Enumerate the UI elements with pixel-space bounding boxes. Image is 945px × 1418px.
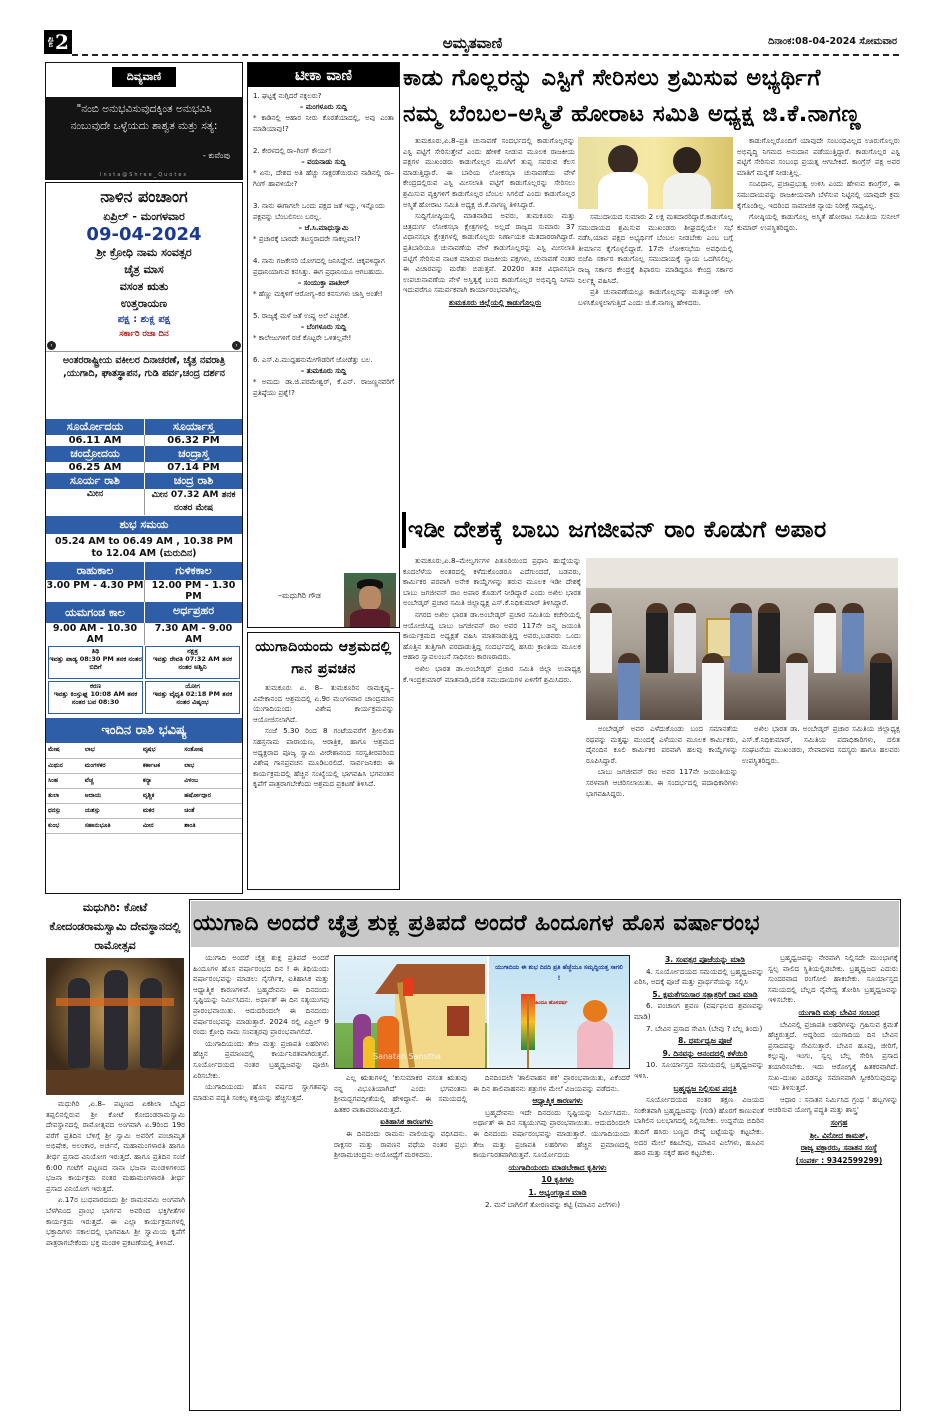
rashi-row [46, 788, 242, 803]
article2-photo [586, 558, 898, 720]
yama-time: 9.00 AM - 10.30 AM [52, 623, 138, 645]
paragraph: ಯುಗಾದಿ ಮತ್ತು ಬೇವಿನ ಸಂಬಂಧ [798, 1007, 880, 1017]
divyavani-box [45, 62, 243, 180]
yugadi-col3 [473, 1073, 630, 1407]
ritu: ವಸಂತ ಋತು [119, 280, 169, 293]
rashi-prediction: ವೆಚ್ಚ [83, 773, 141, 788]
quote-text: "ನಂಬಿ ಅನುಭವಿಸುವುದಕ್ಕಿಂತ ಅನುಭವಿಸಿ ನಂಬುವುದೇ ಒಳ್ಳೆಯದು ಶಾಶ್ವತ ಮತ್ತು ಸತ್ಯ: [70, 103, 218, 132]
paragraph: ಏ.17ರ ಬುಧವಾರದಂದು ಶ್ರೀ ರಾಮನವಮಿ ಅಂಗವಾಗಿ ಬೆಳಗಿನಿಂದ ಪ್ರಾಂಭ ಭಾರ್ಗವ ಅವರಿಂದ ಭಕ್ತಿಗೀತೆಗಳ ಕಾರ್ಯಕ್ರಮ ಇರುತ್ತದೆ. ಈ ಎಲ್ಲಾ ಕಾರ್ಯಕ್ರಮಗಳಲ್ಲಿ ಭಕ್ತಾದಿಗಳು ಸಕಾಲದಲ್ಲಿ ಭಾಗವಹಿಸಿ ಶ್ರೀ ಸ್ವಾಮಿಯ ಕೃಪೆಗೆ ಪಾತ್ರರಾಗಬೇಕೆಂದು ಭಕ್ತ ಮಂಡಳಿ ಪ್ರಕಟಣೆಯಲ್ಲಿ ತಿಳಿಸಿದೆ. [46, 1195, 185, 1247]
yama-label: ಯಮಗಂಡ ಕಾಲ [46, 602, 144, 623]
paragraph: ಯುಗಾದಿಯಂದು ಹೊಸ ವರ್ಷದ ಸ್ವಾಗತವನ್ನು ಮಾಡುವ ಪದ್ಧತಿ ಸಂಕಲ್ಪ ಶಕ್ತಿಯನ್ನು ಹೆಚ್ಚಿಸುತ್ತದೆ. [193, 1082, 329, 1102]
person-figure [730, 603, 752, 673]
person-figure [590, 603, 612, 673]
rashi-sign: ಧನಸ್ಸು [46, 803, 83, 818]
tika-quote: 4. ನಾನು ಗಜಕೇಸರಿ ಯೋಗದಲ್ಲಿ ಜನಿಸಿದ್ದೇನೆ. ಚಿಕ್ಕವಳಿದ್ದಾಗ ಪ್ರಧಾನಿಯಾಗುವ ಕನಸಿತ್ತು. ಈಗ ಪ್ರಧಾನಿಯೂ ಆಗಬಹುದು. [253, 257, 385, 276]
rashi-prediction: ವಿಳಂಬ [182, 773, 242, 788]
rahu-label: ರಾಹುಕಾಲ [46, 562, 144, 580]
paragraph: ಅಂಬೇಡ್ಕರ್ ಅವರ ಎಳೆದುಕೊಂಡು ಬಂದ ಸಮಾನತೆಯ ರಥವನ್ನು ಮತ್ತಷ್ಟು ಮುಂದಕ್ಕೆ ಎಳೆಯುವ ಮೂಲಕ ಕಾರ್ಮಿಕರು, ದೈನಂದಿನ ಕೂಲಿ ಕಾರ್ಮಿಕರ ಪರವಾಗಿ ಹಲವು ಕಾಯ್ದೆಗಳನ್ನು ರೂಪಿಸಿದ್ದಾರೆ. [586, 724, 738, 765]
next-arrow-icon[interactable]: › [232, 341, 241, 350]
tika-comment: * ಕಾಲೇಜುಗಳಿಗೆ ರಜೆ ಕೊಟ್ಟರೇ ಒಳಿತಲ್ಲವೇ! [253, 334, 352, 342]
rashi-sign: ಮೀನ [141, 818, 182, 833]
yoga: ಇವತ್ತು ವೈಧೃತಿ 02:18 PM ತನಕ ನಂತರ ವಿಷ್ಕಂಭ [152, 690, 233, 706]
tika-item [253, 256, 394, 300]
paragraph: 10 ಕೃತಿಗಳು [541, 1175, 574, 1185]
tika-title: ಟೀಕಾ ವಾಣಿ [248, 63, 399, 87]
paragraph: ಸುದ್ದಿಗೋಷ್ಠಿಯಲ್ಲಿ ಮಾತನಾಡಿದ ಅವರು, ತುಮಕೂರು ಮತ್ತು ಚಿತ್ರದುರ್ಗ ಲೋಕಸಭಾ ಕ್ಷೇತ್ರಗಳಲ್ಲಿ ಅಲ್ಲದೆ ರಾಜ್ಯದ ಸುಮಾರು 37 ವಿಧಾನಸಭಾ ಕ್ಷೇತ್ರಗಳಲ್ಲಿ ಕಾಡುಗೊಲ್ಲರು ನಿರ್ಣಾಯಕ ಮತದಾರರಾಗಿದ್ದಾರೆ. ಪ್ರತಿಬಾರಿಯೂ ಚುನಾವಣೆಯ ವೇಳೆ ಕಾಡುಗೊಲ್ಲರನ್ನು ಎಸ್ಟಿ ಮೀಸಲಾತಿ ಪಟ್ಟಿಗೆ ಸೇರಿಸುವ ನಾಟಕ ಮಾಡುವ ರಾಜಕೀಯ ಪಕ್ಷಗಳು, ಚುನಾವಣೆ ನಂತರ ಈ ವಿಚಾರವನ್ನು ಮರೆತು ಬಿಡುತ್ತವೆ. 2020ರ ತನಕ ವಿಧಾನಸಭಾ ಉಪಚುನಾವಣೆಯ ವೇಳೆ ಅಸ್ತಿತ್ವಕ್ಕೆ ಬಂದ ಕಾಡುಗೊಲ್ಲರ ಅಭಿವೃದ್ಧಿ ನಿಗಮ ಇದುವರೆಗೂ ಸಮರ್ಪಕವಾಗಿ ಕಾರ್ಯಾರಂಭವಾಗಿಲ್ಲ. [403, 211, 575, 295]
nakshatra: ಇವತ್ತು ರೇವತಿ 07:32 AM ತನಕ ನಂತರ ಅಶ್ವಿನಿ [153, 655, 232, 671]
rashi-sign: ವೃಷಭ [141, 743, 182, 758]
tika-source: – ಬೆಂಗಳೂರು ಸುದ್ದಿ [300, 323, 347, 331]
paragraph: ಕಾಡುಗೊಲ್ಲರೊಂದಿಗೆ ಯಾವುದೇ ಸಂಬಂಧವಿಲ್ಲದ ಊರುಗೊಲ್ಲರು ಅಭಿವೃದ್ಧಿ ನಿಗಮದ ಅನುದಾನ ಪಡೆಯುತ್ತಿದ್ದಾರೆ. ಕಾಡುಗೊಲ್ಲರ ಎಸ್ಟಿ ಪಟ್ಟಿಗೆ ಸೇರಿಸುವ ಸಂಬಂಧ ಪ್ರಯತ್ನ ಆಗಬೇಕಿದೆ. ಕಾಂಗ್ರೆಸ್ ಪಕ್ಷ ಅವರ ಮಾತಿಗೆ ಮನ್ನಣೆ ನೀಡುತ್ತಿಲ್ಲ. [737, 136, 900, 177]
ashrama-article [247, 632, 400, 890]
shubha-label: ಶುಭ ಸಮಯ [46, 516, 242, 534]
paragraph: ನಗರದ ಅಖಿಲ ಭಾರತ ಡಾ.ಅಂಬೇಡ್ಕರ್ ಪ್ರಚಾರ ಸಮಿತಿಯ ಕಚೇರಿಯಲ್ಲಿ ಆಯೋಜಿಸಿದ್ದ ಬಾಬು ಜಗಜೀವನ್ ರಾಂ ಅವರ 117ನೇ ಜನ್ಮ ಜಯಂತಿ ಕಾರ್ಯಕ್ರಮದ ಅಧ್ಯಕ್ಷತೆ ವಹಿಸಿ ಮಾತನಾಡುತ್ತಿದ್ದ ಅವರು,ಬಡವರು ಒಂದು ಹೊತ್ತಿನ ತುತ್ತಿಗಾಗಿ ಪರದಾಡುತ್ತಿದ್ದ ಸಂದರ್ಭದಲ್ಲಿ ಹಸಿರು ಕ್ರಾಂತಿಯ ಮೂಲಕ ಆಹಾರ ಸ್ವಾವಲಂಬನೆ ಸಾಧಿಸಲು ಕಾರಣರಾದರು. [403, 609, 581, 662]
nakshatra-label: ನಕ್ಷತ್ರ [187, 647, 198, 655]
article1-headline-line1: ಕಾಡು ಗೊಲ್ಲರನ್ನು ಎಸ್ಟಿಗೆ ಸೇರಿಸಲು ಶ್ರಮಿಸುವ ಅಭ್ಯರ್ಥಿಗೆ [403, 65, 821, 91]
tika-source: – ಸಂಯುಕ್ತಾ ಪಾಟೀಲ್ [297, 279, 350, 287]
divyavani-title: ದಿವ್ಯವಾಣಿ [112, 67, 176, 87]
rashi-prediction: ಸಂತೋಷ [182, 743, 242, 758]
yoga-cell [145, 681, 240, 714]
yoga-label: ಯೋಗ [185, 682, 200, 690]
yugadi-col5 [768, 953, 898, 1407]
rashi-prediction: ಶಾಂತಿ [182, 818, 242, 833]
yugadi-col4 [634, 953, 764, 1407]
article2-col3 [742, 724, 900, 892]
paragraph: ಅಖಿಲ ಭಾರತ ಡಾ. ಅಂಬೇಡ್ಕರ್ ಪ್ರಚಾರ ಸಮಿತಿಯ ಜಿಲ್ಲಾಧ್ಯಕ್ಷ ಎಸ್.ಕೆ.ನಿಧಿಕುಮಾರ್, ಸಮಿತಿಯ ಪದಾಧಿಕಾರಿಗಳು, ದಲಿತ ಸಂಘಟನೆಯ ಮುಖಂಡರು, ಸೇವಾದಳದ ಸದಸ್ಯರು ಹಾಗೂ ಹಲವರು ಉಪಸ್ಥಿತರಿದ್ದರು. [742, 724, 900, 765]
tika-quote: 2. ಕೇರಳದಲ್ಲಿ ರಾ–ಗಿಂಗ್ ಕೌರ್ಯ! [253, 147, 332, 155]
article1-col3 [737, 136, 900, 506]
sunrise-time: 06.11 AM [68, 435, 122, 446]
rashi-prediction: ಲಾಭ [83, 743, 141, 758]
madhugiri-temple-photo [46, 958, 184, 1095]
article1-col2 [578, 212, 733, 506]
tithi-cell [48, 646, 143, 679]
rashi-row [46, 773, 242, 788]
panchang-events: ಅಂತರರಾಷ್ಟ್ರೀಯ ವಕೀಲರ ದಿನಾಚರಣೆ, ಚೈತ್ರ ನವರಾತ್ರಿ ,ಯುಗಾದಿ, ಘಾತಸ್ಥಾಪನ, ಗುಡಿ ಪರ್ವ,ಚಂದ್ರ ದರ್ಶನ [46, 351, 242, 419]
paragraph: ಬೇವಿನಲ್ಲಿ ಪ್ರಜಾಪತಿ ಲಹರಿಗಳನ್ನು ಗ್ರಹಿಸುವ ಕ್ಷಮತೆ ಹೆಚ್ಚಿರುತ್ತದೆ. ಆದ್ದರಿಂದ ಯುಗಾದಿಯ ದಿನ ಬೇವಿನ ಪ್ರಸಾದವನ್ನು ಸೇವಿಸುತ್ತಾರೆ. ಬೇವಿನ ಹೂವು, ಜೀರಿಗೆ, ಕಲ್ಲುಪ್ಪು, ಇಂಗು, ಸ್ವಲ್ಪ ಬೆಲ್ಲ ಸೇರಿಸಿ ಪ್ರಸಾದ ತಯಾರಿಸಬೇಕು. ಇದು ಆರೋಗ್ಯಕ್ಕೆ ಹಿತಕರವಾಗಿದೆ. ಸುಖ–ದುಃಖ ಎರಡನ್ನೂ ಸಮಾನವಾಗಿ ಸ್ವೀಕರಿಸುವುದನ್ನು ಇದು ತಿಳಿಸುತ್ತದೆ. [768, 1019, 898, 1093]
chandra-rashi: ಮೀನ 07.32 AM ತನಕ ನಂತರ ಮೇಷ [144, 489, 242, 515]
issue-date: ದಿನಾಂಕ:08-04-2024 ಸೋಮವಾರ [768, 36, 897, 47]
rashi-sign: ಕುಂಭ [46, 818, 83, 833]
tika-comment: * ಅಮದು ಡಾ.ಜಿ.ಪರಮೇಶ್ವರ್, ಕೆ.ಎನ್. ರಾಜಣ್ಣನವರಿಗೆ ಪ್ರತಿಷ್ಠೆಯು ಪ್ರಶ್ನೆ!? [253, 378, 394, 397]
paragraph: ತುಮಕೂರು,ಏ.8–ಮೇಲ್ವರ್ಗಗಳ ಪಿತೂರಿಯಿಂದ ಪ್ರಧಾನಿ ಹುದ್ದೆಯನ್ನು ಕೂದಲೆಳೆಯ ಅಂತರದಲ್ಲಿ ಕಳೆದುಕೊಂಡರೂ ಎದೆಗುಂದದೆ, ಬಡವರು, ಕಾರ್ಮಿಕರ ಪರವಾಗಿ ಅನೇಕ ಕಾಯ್ದೆಗಳನ್ನು ತರುವ ಮೂಲಕ ಇಡೀ ದೇಶಕ್ಕೆ ಬಾಬು ಜಗಜೀವನ್ ರಾಂ ಅಪಾರ ಕೊಡುಗೆ ನೀಡಿದ್ದಾರೆ ಎಂದು ಅಖಿಲ ಭಾರತ ಅಂಬೇಡ್ಕರ್ ಪ್ರಚಾರ ಸಮಿತಿ ಜಿಲ್ಲಾಧ್ಯಕ್ಷ ಎಸ್.ಕೆ.ನಿಧಿಕುಮಾರ್ ತಿಳಿಸಿದ್ದಾರೆ. [403, 556, 581, 608]
tika-comment: * ಏನು, ದೇಶದ ಅತಿ ಹೆಚ್ಚು ಸಾಕ್ಷರತೆಯಿರುವ ನಾಡಿನಲ್ಲಿ ರಾ–ಗಿಂಗ್ ಹಾವಳಿಯೇ? [253, 169, 394, 188]
person-figure [646, 603, 668, 673]
paksha: ಪಕ್ಷ : ಶುಕ್ಲ ಪಕ್ಷ [117, 314, 171, 325]
rashi-row [46, 743, 242, 758]
rashi-sign: ವೃಶ್ಚಿಕ [141, 788, 182, 803]
rashi-title: ಇಂದಿನ ರಾಶಿ ಭವಿಷ್ಯ [46, 718, 242, 743]
yugadi-family-illustration [335, 956, 487, 1068]
paragraph: 6. ಪಂಚಾಂಗ ಶ್ರವಣ (ವರ್ಷಫಲದ ಶ್ರವಣವನ್ನು ಮಾಡಿ) [634, 1001, 764, 1021]
article1-headline-line2: ನಮ್ಮ ಬೆಂಬಲ–ಅಸ್ಮಿತೆ ಹೋರಾಟ ಸಮಿತಿ ಅಧ್ಯಕ್ಷ ಜಿ.ಕೆ.ನಾಗಣ್ಣ [403, 101, 861, 127]
tika-quote: 6. ಎಸ್.ಪಿ.ಮುದ್ದಹನುಮೇಗೌಡರಿಗೆ ಜೋಡೆತ್ತು ಬಲ. [253, 356, 373, 364]
moonrise-time: 06.25 AM [68, 462, 122, 473]
paragraph: 3. ಸಂವತ್ಸರ ಪೂಜೆಯನ್ನು ಮಾಡಿ [665, 955, 745, 964]
surya-rashi: ಮೀನ [86, 489, 104, 499]
rashi-prediction: ಲಾಭ [182, 758, 242, 773]
paragraph: 2. ಮನೆ ಬಾಗಿಲಿಗೆ ತೋರಣವನ್ನು ಕಟ್ಟಿ (ಮಾವಿನ ಎಲೆಗಳು) [485, 1199, 621, 1209]
rashi-table [46, 743, 242, 834]
greeting-label: ಹಿಂದೂ ಹೊಸವರ್ಷ [535, 1000, 568, 1006]
paragraph: 8. ಧರ್ಮಧ್ವಜ ಪೂಜೆ [678, 1036, 732, 1046]
paragraph: ಐತಿಹಾಸಿಕ ಕಾರಣಗಳು [380, 1117, 433, 1127]
moonrise-label: ಚಂದ್ರೋದಯ [46, 446, 144, 462]
paper-name: ಅಮೃತವಾಣಿ [442, 34, 503, 52]
gulika-time: 12.00 PM - 1.30 PM [144, 580, 242, 602]
rashi-sign: ಮೇಷ [46, 743, 83, 758]
paragraph: ತುಮಕೂರು,ಏ.8–ಪ್ರತಿ ಚುನಾವಣೆ ಸಂದರ್ಭದಲ್ಲಿ ಕಾಡುಗೊಲ್ಲರನ್ನು ಎಸ್ಟಿ ಪಟ್ಟಿಗೆ ಸೇರಿಸುತ್ತೇವೆ ಎಂದು ಹೇಳಿಕೆ ನೀಡುವ ಮೂಲಕ ರಾಜಕೀಯ ಪಕ್ಷಗಳ ಮುಖಂಡರು ಕಾಡುಗೊಲ್ಲರ ಮೂಗಿಗೆ ತುಪ್ಪ ಸವರುವ ಕೆಲಸ ಮಾಡುತ್ತಿದ್ದಾರೆ. ಈ ಬಾರಿಯ ಲೋಕಸಭಾ ಚುನಾವಣೆಯ ವೇಳೆ ಕೇಂದ್ರದಲ್ಲಿರುವ ಎಸ್ಟಿ ಮೀಸಲಾತಿ ಪಟ್ಟಿಗೆ ಕಾಡುಗೊಲ್ಲರನ್ನು ಸೇರಿಸಲು ಶ್ರಮಿಸುವ ವ್ಯಕ್ತಿಗಳಿಗೆ ಕಾಡುಗೊಲ್ಲರ ಬೆಂಬಲ ಸಿಗಲಿದೆ ಎಂದು ಕಾಡುಗೊಲ್ಲರ ಅಸ್ಮಿತೆ ಹೋರಾಟ ಸಮಿತಿ ಅಧ್ಯಕ್ಷ ಜಿ.ಕೆ.ನಾಗಣ್ಣ ತಿಳಿಸಿದ್ದಾರೆ. [403, 136, 575, 209]
paragraph: 9. ದಿನವನ್ನು ಆನಂದದಲ್ಲಿ ಕಳೆಯಿರಿ [662, 1048, 748, 1058]
gulika-label: ಗುಳಿಕಕಾಲ [144, 562, 242, 580]
panchang-title: ನಾಳಿನ ಪಂಚಾಂಗ [100, 187, 188, 206]
paragraph: ಪ್ರತಿ ಚುನಾವಣೆಯಲ್ಲೂ ಕಾಡುಗೊಲ್ಲರನ್ನು ಮತಬ್ಯಾಂಕ್ ಆಗಿ ಬಳಸಿಕೊಳ್ಳಲಾಗುತ್ತಿದೆ ಎಂದು ಜಿ.ಕೆ.ನಾಗಣ್ಣ ಹೇಳಿದರು. [578, 287, 733, 307]
prev-arrow-icon[interactable]: ‹ [47, 341, 56, 350]
quote-credit: Insta@Shree_Quotes [99, 172, 189, 178]
paragraph: ಯುಗಾದಿಯಂದು ಮಾಡಬೇಕಾದ ಕೃತಿಗಳು [508, 1162, 607, 1172]
karana: ಇವತ್ತು ಕಿಂಸ್ತುಘ್ನ 10:08 AM ತನಕ ನಂತರ ಬವ 08:30 [53, 690, 138, 706]
yugadi-col1 [193, 953, 329, 1407]
panchang-date: 09-04-2024 [86, 224, 202, 245]
person-figure [814, 603, 836, 673]
tika-comment: * ಕಾಡಿನಲ್ಲಿ ಆಹಾರ ನೀರು ಕೊರತೆಯಾದಲ್ಲಿ, ಅವು ಎಂತಾ ಮಾಡಿಯಾವು!? [253, 114, 394, 133]
image-watermark: Sanatan Sanstha [373, 1052, 441, 1061]
ardha-time: 7.30 AM - 9.00 AM [144, 623, 242, 645]
sunrise-label: ಸೂರ್ಯೋದಯ [46, 419, 144, 435]
paragraph: ರಾಜ್ಯ ವಕ್ತಾರರು, ಸನಾತನ ಸಂಸ್ಥೆ [800, 1143, 878, 1153]
yugadi-col2 [334, 1073, 467, 1407]
nakshatra-cell [145, 646, 240, 679]
madhugiri-headline: ಮಧುಗಿರಿ: ಕೋಟೆ ಕೋದಂಡರಾಮಸ್ವಾಮಿ ದೇವಸ್ಥಾನದಲ್ಲಿ ರಾಮೋತ್ಸವ [49, 901, 181, 952]
tika-source: – ವಯನಾಡು ಸುದ್ದಿ [301, 158, 346, 166]
ardha-label: ಅರ್ಧಪ್ರಹರ [144, 602, 242, 623]
yugadi-headline: ಯುಗಾದಿ ಅಂದರೆ ಚೈತ್ರ ಶುಕ್ಲ ಪ್ರತಿಪದೆ ಅಂದರೆ ಹಿಂದೂಗಳ ಹೊಸ ವರ್ಷಾರಂಭ [191, 901, 899, 947]
tika-source: – ಜೆ.ಸಿ.ಮಾಧುಸ್ವಾಮಿ [298, 224, 349, 232]
rashi-prediction: ಯಶಸ್ಸು [83, 803, 141, 818]
rashi-sign: ತುಲಾ [46, 788, 83, 803]
yugadi-greeting-illustration [489, 956, 629, 1068]
karana-cell [48, 681, 143, 714]
paragraph: (ಸಂಪರ್ಕ : 9342599299) [795, 1155, 883, 1165]
rashi-row [46, 818, 242, 833]
paragraph: ಬ್ರಹ್ಮದೇವನು ಇದೇ ದಿನದಂದು ಸೃಷ್ಟಿಯನ್ನು ನಿರ್ಮಿಸಿದನು. ಅರ್ಥಾತ್ ಈ ದಿನ ಸತ್ಯಯುಗವು ಪ್ರಾರಂಭವಾಯಿತು. ಆದುದರಿಂದಲೇ ಈ ದಿನದಂದು ವರ್ಷಾರಂಭವನ್ನು ಮಾಡುತ್ತಾರೆ. ಯುಗಾದಿಯಂದು ತೇಜ ಮತ್ತು ಪ್ರಜಾಪತಿ ಲಹರಿಗಳು ಹೆಚ್ಚಿನ ಪ್ರಮಾಣದಲ್ಲಿ ಕಾರ್ಯನಿರತವಾಗಿರುತ್ತವೆ. ಸೂರ್ಯೋದಯ [473, 1107, 630, 1160]
holiday: ಸರ್ಕಾರಿ ರಜಾ ದಿನ [119, 329, 169, 339]
tika-author: –ಮಧುಗಿರಿ ಗೌಡ [278, 591, 321, 600]
paragraph: ಬ್ರಹ್ಮಧ್ವಜವನ್ನು ನೇರವಾಗಿ ನಿಲ್ಲಿಸದೇ ಮುಂಭಾಗಕ್ಕೆ ಸ್ವಲ್ಪ ವಾಲಿದ ಸ್ಥಿತಿಯಲ್ಲಿಡಬೇಕು. ಬ್ರಹ್ಮಧ್ವಜದ ಎದುರು ಸುಂದರವಾದ ರಂಗೋಲಿ ಹಾಕಬೇಕು. ಸೂರ್ಯಾಸ್ತದ ಸಮಯದಲ್ಲಿ ಬೆಲ್ಲದ ನೈವೇದ್ಯ ತೋರಿಸಿ ಬ್ರಹ್ಮಧ್ವಜವನ್ನು ಇಳಿಸಬೇಕು. [768, 953, 898, 1005]
paragraph: ಅಖಿಲ ಭಾರತ ಡಾ.ಅಂಬೇಡ್ಕರ್ ಪ್ರಚಾರ ಸಮಿತಿ ಜಿಲ್ಲಾ ಉಪಾಧ್ಯಕ್ಷ ಕೆ.ಇಂದ್ರಕುಮಾರ್ ಮಾತನಾಡಿ,ದಲಿತ ಸಮುದಾಯಗಳ ಏಳಿಗೆಗೆ ಶ್ರಮಿಸಿದರು. [403, 663, 581, 684]
quote-image [46, 97, 242, 179]
paragraph: ಮಧುಗಿರಿ ,ಏ.8– ಪಟ್ಟಣದ ಏಕಶಿಲಾ ಬೆಟ್ಟದ ತಪ್ಪಲಿನಲ್ಲಿರುವ ಶ್ರೀ ಕೋಟೆ ಕೋದಂಡರಾಮಸ್ವಾಮಿ ದೇವಸ್ಥಾನದಲ್ಲಿ ರಾಮೋತ್ಸವದ ಅಂಗವಾಗಿ ಏ.9ರಿಂದ 19ರ ವರೆಗೆ ಪ್ರತಿದಿನ ಬೆಳಿಗ್ಗೆ ಶ್ರೀ ಸ್ವಾಮಿ ಅವರಿಗೆ ಪಂಚಾಮೃತ ಅಭಿಷೇಕ, ಅಲಂಕಾರ, ಅರ್ಚನೆ, ಮಹಾಮಂಗಳಾರತಿ ಹಾಗೂ ತೀರ್ಥ ಪ್ರಸಾದ ವಿನಿಯೋಗ ಇರುತ್ತದೆ. ಹಾಗೂ ಪ್ರತಿದಿನ ಸಂಜೆ 6:00 ಗಂಟೆಗೆ ಪಟ್ಟಣದ ನಾನಾ ಭಜನಾ ಮಂಡಳಿಗಳಿಂದ ಭಜನಾ ಕಾರ್ಯಕ್ರಮ ನಂತರ ಮಹಾಮಂಗಳಾರತಿ ತೀರ್ಥ ಪ್ರಸಾದ ವಿನಿಯೋಗ ಇರುತ್ತದೆ. [46, 1099, 185, 1193]
rahu-time: 3.00 PM - 4.30 PM [46, 580, 144, 591]
tika-quote: 1. ಘಟ್ಟಕ್ಕೆ ನುಗ್ಗಿದರೆ ನಕ್ಸಲರು? [253, 92, 322, 100]
paragraph: ಸಂಜೆ 5.30 ರಿಂದ 8 ಗಂಟೆಯವರೆಗೆ ಶ್ರೀಲಲಿತಾ ಸಹಸ್ರನಾಮ ಪಾರಾಯಣ, ಆರಾತ್ರಿಕ, ಹಾಗೂ ಆಶ್ರಮದ ಅಧ್ಯಕ್ಷರಾದ ಪೂಜ್ಯ ಸ್ವಾಮಿ ವೀರೇಶಾನಂದ ಸರಸ್ವತೀರವರಿಂದ ವಿಶೇಷ ಗಾನಪ್ರವಚನ ಮೂಡಿಬರಲಿದೆ. ಸಾರ್ವಜನಿಕರು ಈ ಕಾರ್ಯಕ್ರಮದಲ್ಲಿ ಹೆಚ್ಚಿನ ಸಂಖ್ಯೆಯಲ್ಲಿ ಭಾಗವಹಿಸಿ ಭಗವಂತನ ಕೃಪೆಗೆ ಪಾತ್ರರಾಗಬೇಕೆಂದು ಆಶ್ರಮದ ಪ್ರಕಟಣೆ ತಿಳಿಸಿದೆ. [253, 726, 394, 789]
person-figure [618, 653, 640, 720]
tika-vani-box [247, 62, 400, 628]
tika-comment: * ಪ್ರಚಾರಕ್ಕೆ ಬಾರದೇ ತಟಸ್ಥರಾದರೇ ಸಾಕಲ್ಲವಾ!? [253, 235, 361, 243]
chandra-rashi-label: ಚಂದ್ರ ರಾಶಿ [144, 473, 242, 489]
person-figure [870, 653, 892, 720]
person-figure [702, 653, 724, 720]
article2-col2 [586, 724, 738, 892]
paragraph: ಆಧ್ಯಾತ್ಮಿಕ ಕಾರಣಗಳು [532, 1096, 583, 1106]
tika-item [253, 201, 394, 245]
tika-item [253, 91, 394, 135]
article1-photo [578, 137, 733, 209]
tika-source: – ಮಂಗಳೂರು ಸುದ್ದಿ [299, 103, 348, 111]
rashi-sign: ಮಕರ [141, 803, 182, 818]
paragraph: 1. ಅಭ್ಯಂಗಸ್ನಾನ ಮಾಡಿ [528, 1187, 587, 1197]
rashi-prediction: ಹರ್ಷೋದ್ಗಾರ [182, 788, 242, 803]
tika-item [253, 311, 394, 344]
person-figure [674, 603, 696, 673]
tika-quote: 5. ರಾಜ್ಯಕ್ಕೆ ಮಳೆ ಜತೆ ಉಷ್ಣ ಅಲೆ ಎಚ್ಚರಿಕೆ. [253, 312, 350, 320]
header-divider [72, 54, 899, 56]
samvatsara: ಶ್ರೀ ಕ್ರೋಧಿ ನಾಮ ಸಂವತ್ಸರ [96, 246, 192, 259]
tithi: ಇವತ್ತು ಪಾಡ್ಯ 08:30 PM ತನಕ ನಂತರ ಬಿದಿಗೆ [49, 655, 142, 671]
paragraph: 7. ಬೇವಿನ ಪ್ರಸಾದ ಸೇವಿಸಿ (ಬೇವು ? ಬೆಲ್ಲ ತಿಂದು) [646, 1023, 763, 1033]
paragraph: ಈ ದಿನದಂದು ರಾಮನು ವಾಲಿಯನ್ನು ವಧಿಸಿದನು. ರಾಕ್ಷಸರ ಮತ್ತು ರಾವಣನ ವಧೆಯ ನಂತರ ಪ್ರಭು ಶ್ರೀರಾಮಚಂದ್ರನು ಅಯೋಧ್ಯೆಗೆ ಮರಳಿದನು. [334, 1128, 467, 1160]
paragraph: ಆಧಾರ : ಸನಾತನ ನಿರ್ಮಿಸಿದ ಗ್ರಂಥ ' ಹಬ್ಬಗಳನ್ನು ಆಚರಿಸುವ ಯೋಗ್ಯ ಪದ್ಧತಿ ಮತ್ತು ಶಾಸ್ತ್ರ' [768, 1094, 898, 1115]
ashrama-body [253, 683, 394, 791]
rashi-prediction: ಮಂಗಳಕರ [83, 758, 141, 773]
sunset-time: 06.32 PM [144, 435, 242, 446]
columnist-photo [344, 573, 396, 628]
karana-label: ಕರಣ [90, 682, 101, 690]
paragraph: ಯುಗಾದಿ ಅಂದರೆ ಚೈತ್ರ ಶುಕ್ಲ ಪ್ರತಿಪದೆ ಅಂದರೆ ಹಿಂದೂಗಳ ಹೊಸ ವರ್ಷಾರಂಭದ ದಿನ ! ಈ ತಿಥಿಯಂದು ವರ್ಷಾರಂಭವನ್ನು ಮಾಡಲು ನೈಸರ್ಗಿಕ, ಐತಿಹಾಸಿಕ ಮತ್ತು ಆಧ್ಯಾತ್ಮಿಕ ಕಾರಣಗಳಿವೆ. ಬ್ರಹ್ಮದೇವನು ಈ ದಿನದಂದು ಸೃಷ್ಟಿಯನ್ನು ನಿರ್ಮಿಸಿದನು. ಅರ್ಥಾತ್ ಈ ದಿನ ಸತ್ಯಯುಗವು ಪ್ರಾರಂಭವಾಯಿತು. ಆದುದರಿಂದಲೇ ಈ ದಿನದಂದು ವರ್ಷಾರಂಭವನ್ನು ಮಾಡುತ್ತಾರೆ. 2024 ರಲ್ಲಿ ಏಪ್ರಿಲ್ 9 ರಂದು ಕ್ರೋಧಿ ನಾಮ ಸಂವತ್ಸರವು ಪ್ರಾರಂಭವಾಗಲಿದೆ. [193, 953, 329, 1037]
person-figure [842, 603, 864, 673]
person-figure [786, 653, 808, 720]
paragraph: ಗೋಷ್ಠಿಯಲ್ಲಿ ಕಾಡುಗೊಲ್ಲ ಅಸ್ಮಿತೆ ಹೋರಾಟ ಸಮಿತಿಯ ಸುನೀಲ್ ಕುಮಾರ್ ಉಪಸ್ಥಿತರಿದ್ದರು. [737, 212, 900, 232]
moonset-time: 07.14 PM [144, 462, 242, 473]
rashi-sign: ಕರ್ಕಾಟಕ [141, 758, 182, 773]
article1-col1 [403, 136, 575, 506]
rashi-sign: ಸಿಂಹ [46, 773, 83, 788]
ayana: ಉತ್ತರಾಯಣ [120, 297, 168, 310]
paragraph: ತುಮಕೂರು ಜಿಲ್ಲೆಯಲ್ಲಿ ಕಾಡುಗೊಲ್ಲರು [448, 297, 542, 307]
paragraph: ಸಂಗ್ರಹ [830, 1117, 848, 1127]
paragraph: ಸಮುದಾಯದ ಸುಮಾರು 2 ಲಕ್ಷ ಮತದಾರರಿದ್ದಾರೆ.ಕಾಡುಗೊಲ್ಲ ಸಮುದಾಯದ ಶ್ರಮಿಸುವ ಮುಖಂಡರು ಶೀಘ್ರದಲ್ಲಿಯೇ ಸಭೆ ನಡೆಸಿ,ಯಾವ ಪಕ್ಷದ ಅಭ್ಯರ್ಥಿಗೆ ಬೆಂಬಲ ನೀಡಬೇಕು ಎಂಬ ಬಗ್ಗೆ ತೀರ್ಮಾನ ಕೈಗೊಳ್ಳಲಿದ್ದಾರೆ. 17ನೇ ಲೋಕಸಭೆಯ ಅವಧಿಯಲ್ಲಿ ಬಿಜೆಪಿ ಸರ್ಕಾರ ಕಾಡುಗೊಲ್ಲ ಸಮುದಾಯಕ್ಕೆ ನ್ಯಾಯ ಒದಗಿಸಲಿಲ್ಲ. ರಾಜ್ಯ ಸರ್ಕಾರ ಕೇಂದ್ರಕ್ಕೆ ಶಿಫಾರಸು ಮಾಡಿದ್ದರೂ ಕೇಂದ್ರ ಸರ್ಕಾರ ನಿರ್ಲಕ್ಷ್ಯ ವಹಿಸಿದೆ. [578, 212, 733, 285]
greeting-text: ಯುಗಾದಿಯ ಈ ಶುಭ ದಿನದಿ ಪ್ರತಿ ಹೆಜ್ಜೆಯೂ ಸಮೃದ್ಧಿಯತ್ತ ಸಾಗಲಿ ! [495, 964, 623, 982]
yugadi-image [334, 955, 630, 1069]
rashi-sign: ಮಿಥುನ [46, 758, 83, 773]
paragraph: ಎಲ್ಲ ಋತುಗಳಲ್ಲಿ 'ಕುಸುಮಾಕರ ವಸಂತ ಋತುವು ನನ್ನ ವಿಭೂತಿಯಾಗಿದೆ' ಎಂದು ಭಗವಂತನು ಶ್ರೀಮದ್ಭಗವದ್ಗೀತೆಯಲ್ಲಿ ಹೇಳಿದ್ದಾನೆ. ಈ ಸಮಯದಲ್ಲಿ ಹಿತಕರ ವಾತಾವರಣವಿರುತ್ತದೆ. [334, 1073, 467, 1114]
page-label: ಪುಟ [47, 36, 55, 48]
tika-comment: * ಹೆಣ್ಣು ಮಕ್ಕಳಿಗೆ ಆರೋಗ್ಯ–ಕರ ಕನಸುಗಳು ಜಾಸ್ತಿ ಅಂತೇ! [253, 290, 383, 298]
paragraph: ಸೂರ್ಯೋದಯದ ನಂತರ ತಕ್ಷಣ ವಿಜಯದ ಸಂಕೇತವಾಗಿ ಬ್ರಹ್ಮಧ್ವಜವನ್ನು (ಗುಡಿ) ಹೊರಗೆ ಕಾಣುವಂತೆ ಬಾಗಿಲಿನ ಬಲಭಾಗದಲ್ಲಿ ನಿಲ್ಲಿಸಬೇಕು. ಉದ್ದನೆಯ ಬಿದಿರಿನ ತುದಿಗೆ ಹಸಿರು ಬಣ್ಣದ ರೇಷ್ಮೆ ಬಟ್ಟೆಯನ್ನು ಕಟ್ಟಬೇಕು. ಅದರ ಮೇಲೆ ಕಹಿಬೇವು, ಮಾವಿನ ಎಲೆಗಳು, ಹೂವಿನ ಹಾರ ಮತ್ತು ಸಕ್ಕರೆ ಹಾರ ಕಟ್ಟಬೇಕು. [634, 1095, 764, 1158]
paragraph: ಶ್ರೀ. ವಿನೋದ ಕಾಮತ್, [809, 1130, 869, 1140]
rashi-prediction: ಆದಾಯ [83, 788, 141, 803]
sunset-label: ಸೂರ್ಯಾಸ್ತ [144, 419, 242, 435]
paragraph: ಯುಗಾದಿಯಂದು ತೇಜ ಮತ್ತು ಪ್ರಜಾಪತಿ ಲಹರಿಗಳು ಹೆಚ್ಚಿನ ಪ್ರಮಾಣದಲ್ಲಿ ಕಾರ್ಯನಿರತವಾಗಿರುತ್ತವೆ. ಸೂರ್ಯೋದಯದ ನಂತರ ಬ್ರಹ್ಮಧ್ವಜವನ್ನು ಪೂಜಿಸಿ ಏರಿಸಬೇಕು. [193, 1038, 329, 1080]
paragraph: ಸಂವಿಧಾನ, ಪ್ರಜಾಪ್ರಭುತ್ವ ಉಳಿಸಿ ಎಂದು ಹೇಳುವ ಕಾಂಗ್ರೆಸ್, ಈ ಸಮುದಾಯವನ್ನು ರಾಜಕೀಯವಾಗಿ ಬೆಳೆಸುವ ನಿಟ್ಟಿನಲ್ಲಿ ಯಾವುದೇ ಕ್ರಮ ಕೈಗೊಂಡಿಲ್ಲ. ಇದರಿಂದ ಸಾಮಾಜಿಕ ನ್ಯಾಯ ನಿರೀಕ್ಷೆ ಸಾಧ್ಯವಿಲ್ಲ. [737, 179, 900, 210]
madhugiri-body [46, 1099, 185, 1407]
rashi-sign: ಕನ್ಯಾ [141, 773, 182, 788]
rashi-row [46, 758, 242, 773]
paragraph: 10. ಸೂರ್ಯಾಸ್ತದ ಸಮಯದಲ್ಲಿ ಬ್ರಹ್ಮಧ್ವಜವನ್ನು ಇಳಿಸಿ. [634, 1060, 764, 1080]
paragraph: 4. ಸೂರ್ಯೋದಯದ ಸಮಯದಲ್ಲಿ ಬ್ರಹ್ಮಧ್ವಜವನ್ನು ಏರಿಸಿ, ಅದಕ್ಕೆ ಪೂಜೆ ಮತ್ತು ಪ್ರಾರ್ಥನೆಯನ್ನು ಸಲ್ಲಿಸಿ [634, 966, 764, 987]
panchang-month-day: ಏಪ್ರಿಲ್ - ಮಂಗಳವಾರ [103, 210, 185, 223]
person-figure [758, 603, 780, 673]
rashi-prediction: ಸಹಾನುಭೂತಿ [83, 818, 141, 833]
article2-headline: ಇಡೀ ದೇಶಕ್ಕೆ ಬಾಬು ಜಗಜೀವನ್ ರಾಂ ಕೊಡುಗೆ ಅಪಾರ [402, 512, 900, 548]
tithi-label: ತಿಥಿ [91, 647, 100, 655]
rashi-row [46, 803, 242, 818]
article2-col1 [403, 556, 581, 892]
page-number-value: 2 [55, 30, 69, 54]
quote-author: - ಕುವೆಂಪು [202, 151, 230, 160]
paragraph: ಬಾಬು ಜಗಜೀವನ್ ರಾಂ ಅವರ 117ನೇ ಜಯಂತಿಯನ್ನು ಸರಳವಾಗಿ ಆಚರಿಸಲಾಯಿತು. ಈ ಸಂದರ್ಭದಲ್ಲಿ ಪದಾಧಿಕಾರಿಗಳು ಭಾಗವಹಿಸಿದ್ದರು. [586, 767, 738, 798]
paragraph: ದಿನದಿಂದಲೇ 'ಶಾಲಿವಾಹನ ಶಕ' ಪ್ರಾರಂಭವಾಯಿತು, ಏಕೆಂದರೆ ಈ ದಿನ ಶಾಲಿವಾಹನನು ಶತ್ರುಗಳ ಮೇಲೆ ವಿಜಯವನ್ನು ಪಡೆದನು. [473, 1073, 630, 1093]
surya-rashi-label: ಸೂರ್ಯ ರಾಶಿ [46, 473, 144, 489]
paragraph: 5. ಕ್ಷಮತೆಗನುಸಾರ ಸತ್ಪಾತ್ರರಿಗೆ ದಾನ ಮಾಡಿ [652, 989, 758, 999]
masa: ಚೈತ್ರ ಮಾಸ [124, 263, 164, 276]
paragraph: ತುಮಕೂರು ಏ. 8– ತುಮಕೂರಿನ ರಾಮಕೃಷ್ಣ– ವಿವೇಕಾನಂದ ಆಶ್ರಮದಲ್ಲಿ ಏ.9ರ ಮಂಗಳವಾರ ಚಾಂದ್ರಮಾನ ಯುಗಾದಿಯಂದು ವಿಶೇಷ ಕಾರ್ಯಕ್ರಮವನ್ನು ಆಯೋಜಿಸಲಾಗಿದೆ. [253, 683, 394, 724]
tika-quote: 3. ನಾನು ಈಗಾಗಲೇ ಒಂದು ಪಕ್ಷದ ಜತೆ ಇದ್ದು, ಇನ್ನೊಂದು ಪಕ್ಷವನ್ನು ಬೆಂಬಲಿಸಲು ಬರಲ್ಲ. [253, 202, 385, 221]
paragraph: ಬ್ರಹ್ಮಧ್ವಜ ನಿಲ್ಲಿಸುವ ಪದ್ಧತಿ [673, 1083, 737, 1093]
ashrama-headline: ಯುಗಾದಿಯಂದು ಆಶ್ರಮದಲ್ಲಿ ಗಾನ ಪ್ರವಚನ [255, 639, 392, 677]
panchang-box [45, 182, 243, 894]
rashi-prediction: ಚಿಂತೆ [182, 803, 242, 818]
tika-item [253, 355, 394, 399]
moonset-label: ಚಂದ್ರಾಸ್ತ [144, 446, 242, 462]
tika-source: – ತುಮಕೂರು ಸುದ್ದಿ [300, 367, 347, 375]
tika-item [253, 146, 394, 190]
shubha-time: 05.24 AM to 06.49 AM , 10.38 PM to 12.04 AM (ಮರುದಿನ) [54, 536, 233, 559]
